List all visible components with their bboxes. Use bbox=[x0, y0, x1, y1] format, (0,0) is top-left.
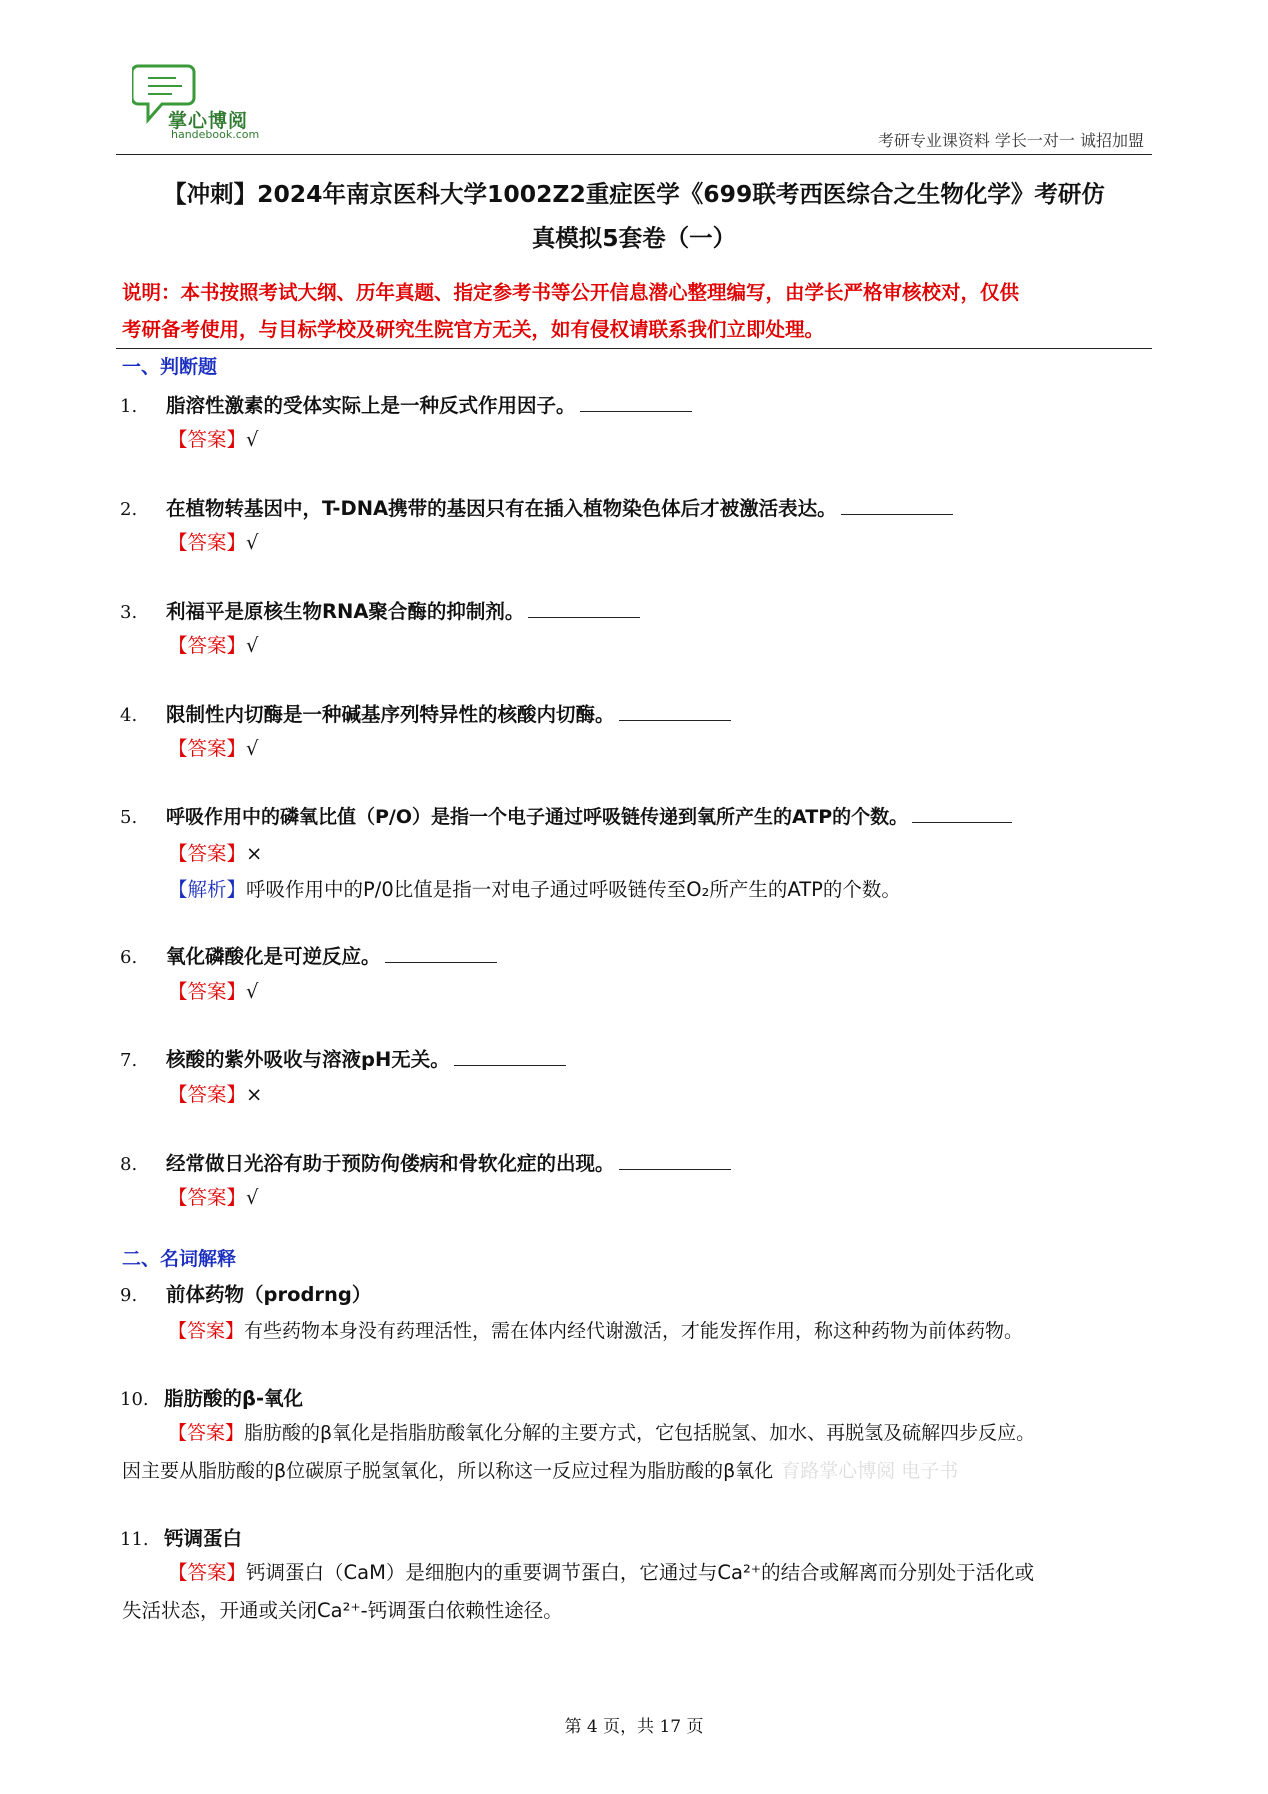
answer-blank bbox=[619, 1151, 731, 1170]
section-heading-definitions: 二、名词解释 bbox=[122, 1248, 237, 1270]
note-divider bbox=[116, 348, 1152, 349]
question-6: 6. 氧化磷酸化是可逆反应。 bbox=[120, 941, 1152, 969]
answer-blank bbox=[841, 496, 953, 515]
question-4: 4. 限制性内切酶是一种碱基序列特异性的核酸内切酶。 bbox=[120, 699, 1152, 727]
analysis-5: 【解析】呼吸作用中的P/0比值是指一对电子通过呼吸链传至O₂所产生的ATP的个数。 bbox=[168, 878, 901, 901]
question-2: 2. 在植物转基因中，T-DNA携带的基因只有在插入植物染色体后才被激活表达。 bbox=[120, 493, 1152, 521]
answer-blank bbox=[385, 944, 497, 963]
answer-6: 【答案】√ bbox=[168, 980, 259, 1003]
section-heading-true-false: 一、判断题 bbox=[122, 356, 218, 378]
logo-url: handebook.com bbox=[171, 128, 260, 141]
term-11: 11. 钙调蛋白 bbox=[120, 1527, 243, 1550]
header-divider bbox=[116, 154, 1152, 155]
note-line-1: 说明：本书按照考试大纲、历年真题、指定参考书等公开信息潜心整理编写，由学长严格审核校对，仅供 bbox=[122, 281, 1020, 304]
question-5: 5. 呼吸作用中的磷氧比值（P/O）是指一个电子通过呼吸链传递到氧所产生的ATP的个数。 bbox=[120, 802, 1152, 829]
answer-blank bbox=[528, 599, 640, 618]
answer-4: 【答案】√ bbox=[168, 737, 259, 760]
answer-1: 【答案】√ bbox=[168, 428, 259, 451]
term-10: 10. 脂肪酸的β-氧化 bbox=[120, 1387, 304, 1410]
question-3: 3. 利福平是原核生物RNA聚合酶的抑制剂。 bbox=[120, 596, 1152, 624]
answer-blank bbox=[912, 804, 1012, 823]
logo-name: 掌心博阅 bbox=[168, 110, 249, 132]
title-line-2: 真模拟5套卷（一） bbox=[531, 224, 737, 252]
answer-2: 【答案】√ bbox=[168, 531, 259, 554]
document-title bbox=[116, 172, 1152, 260]
answer-blank bbox=[619, 702, 731, 721]
answer-blank bbox=[580, 393, 692, 412]
page-footer: 第 4 页，共 17 页 bbox=[564, 1717, 704, 1737]
answer-11: 【答案】钙调蛋白（CaM）是细胞内的重要调节蛋白，它通过与Ca²⁺的结合或解离而分别处于活化或 失活状态，开通或关闭Ca²⁺-钙调蛋白依赖性途径。 bbox=[122, 1561, 1035, 1622]
disclaimer-note bbox=[122, 274, 1152, 348]
header-tagline: 考研专业课资料 学长一对一 诚招加盟 bbox=[877, 131, 1144, 150]
question-1: 1. 脂溶性激素的受体实际上是一种反式作用因子。 bbox=[120, 390, 1152, 418]
answer-8: 【答案】√ bbox=[168, 1186, 259, 1209]
note-line-2: 考研备考使用，与目标学校及研究生院官方无关，如有侵权请联系我们立即处理。 bbox=[122, 318, 825, 341]
answer-10: 【答案】脂肪酸的β氧化是指脂肪酸氧化分解的主要方式，它包括脱氢、加水、再脱氢及硫解四步反应。 因主要从脂肪酸的β位碳原子脱氢氧化，所以称这一反应过程为脂肪酸的β氧化 育路掌心博阅 电子书 bbox=[122, 1422, 1036, 1482]
answer-7: 【答案】× bbox=[168, 1083, 263, 1106]
question-7: 7. 核酸的紫外吸收与溶液pH无关。 bbox=[120, 1044, 1152, 1072]
watermark: 育路掌心博阅 电子书 bbox=[781, 1460, 959, 1482]
answer-3: 【答案】√ bbox=[168, 634, 259, 657]
answer-9: 【答案】有些药物本身没有药理活性，需在体内经代谢激活，才能发挥作用，称这种药物为前体药物。 bbox=[168, 1320, 1024, 1342]
question-8: 8. 经常做日光浴有助于预防佝偻病和骨软化症的出现。 bbox=[120, 1148, 1152, 1176]
title-line-1: 【冲刺】2024年南京医科大学1002Z2重症医学《699联考西医综合之生物化学》考研仿 bbox=[163, 180, 1105, 208]
answer-5: 【答案】× bbox=[168, 842, 263, 865]
term-9: 9. 前体药物（prodrng） bbox=[120, 1283, 372, 1306]
answer-blank bbox=[454, 1047, 566, 1066]
